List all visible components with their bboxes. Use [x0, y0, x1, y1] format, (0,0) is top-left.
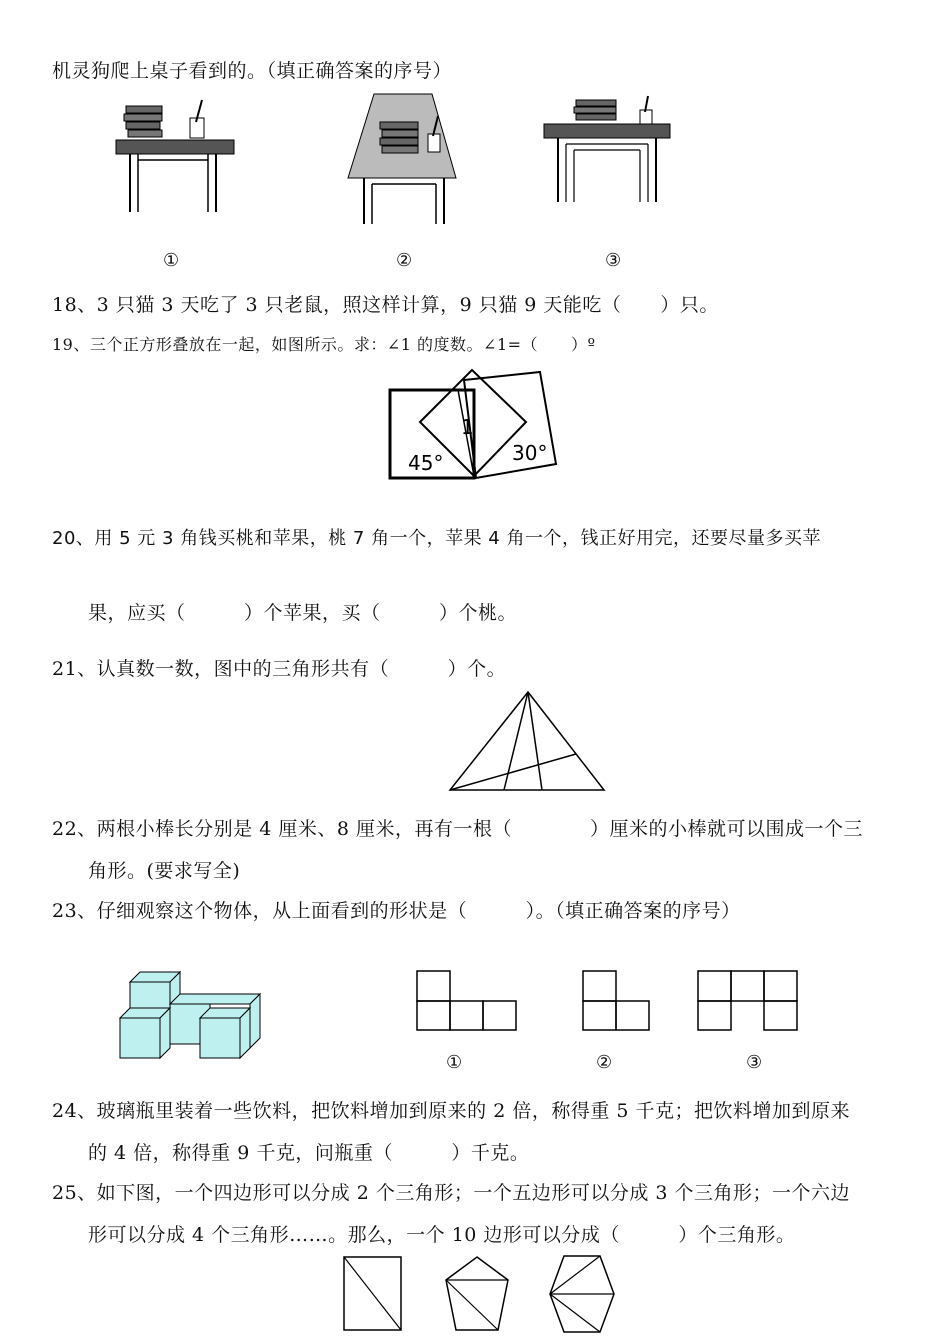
- desk-label-2: ②: [396, 250, 413, 271]
- question-22-line2: 角形。(要求写全): [88, 860, 241, 882]
- view-label-3: ③: [746, 1052, 763, 1073]
- three-squares-figure: [388, 366, 568, 482]
- question-19: 19、三个正方形叠放在一起，如图所示。求：∠1 的度数。∠1=（ ）º: [52, 335, 596, 354]
- pentagon-figure: [444, 1256, 510, 1332]
- question-18: 18、3 只猫 3 天吃了 3 只老鼠，照这样计算，9 只猫 9 天能吃（ ）只。: [52, 294, 719, 316]
- desk-figure-3: [540, 96, 675, 206]
- view-label-2: ②: [596, 1052, 613, 1073]
- question-21: 21、认真数一数，图中的三角形共有（ ）个。: [52, 658, 507, 680]
- angle-label-30: 30°: [512, 441, 548, 465]
- hexagon-figure: [548, 1254, 616, 1334]
- quadrilateral-figure: [343, 1256, 403, 1332]
- angle-label-45: 45°: [408, 451, 444, 475]
- top-view-option-2: [582, 970, 650, 1032]
- cube-object-figure: [114, 968, 264, 1064]
- desk-label-3: ③: [605, 250, 622, 271]
- desk-figure-2: [344, 88, 464, 228]
- question-20-line2: 果，应买（ ）个苹果，买（ ）个桃。: [88, 602, 518, 624]
- question-25-line1: 25、如下图，一个四边形可以分成 2 个三角形；一个五边形可以分成 3 个三角形；一个六边: [52, 1182, 851, 1204]
- question-23: 23、仔细观察这个物体，从上面看到的形状是（ ）。（填正确答案的序号）: [52, 900, 741, 922]
- top-view-option-1: [416, 970, 518, 1032]
- triangle-count-figure: [448, 690, 608, 794]
- question-25-line2: 形可以分成 4 个三角形……。那么，一个 10 边形可以分成（ ）个三角形。: [88, 1224, 796, 1246]
- desk-figure-1: [112, 96, 242, 216]
- question-22-line1: 22、两根小棒长分别是 4 厘米、8 厘米，再有一根（ ）厘米的小棒就可以围成一个三: [52, 818, 863, 840]
- intro-text: 机灵狗爬上桌子看到的。（填正确答案的序号）: [52, 60, 453, 82]
- view-label-1: ①: [446, 1052, 463, 1073]
- question-24-line2: 的 4 倍，称得重 9 千克，问瓶重（ ）千克。: [88, 1142, 530, 1164]
- top-view-option-3: [697, 970, 799, 1032]
- question-24-line1: 24、玻璃瓶里装着一些饮料，把饮料增加到原来的 2 倍，称得重 5 千克；把饮料增加到原来: [52, 1100, 851, 1122]
- angle-label-1: 1: [461, 415, 474, 439]
- question-20-line1: 20、用 5 元 3 角钱买桃和苹果，桃 7 角一个，苹果 4 角一个，钱正好用完，还要尽量多买苹: [52, 528, 821, 549]
- desk-label-1: ①: [163, 250, 180, 271]
